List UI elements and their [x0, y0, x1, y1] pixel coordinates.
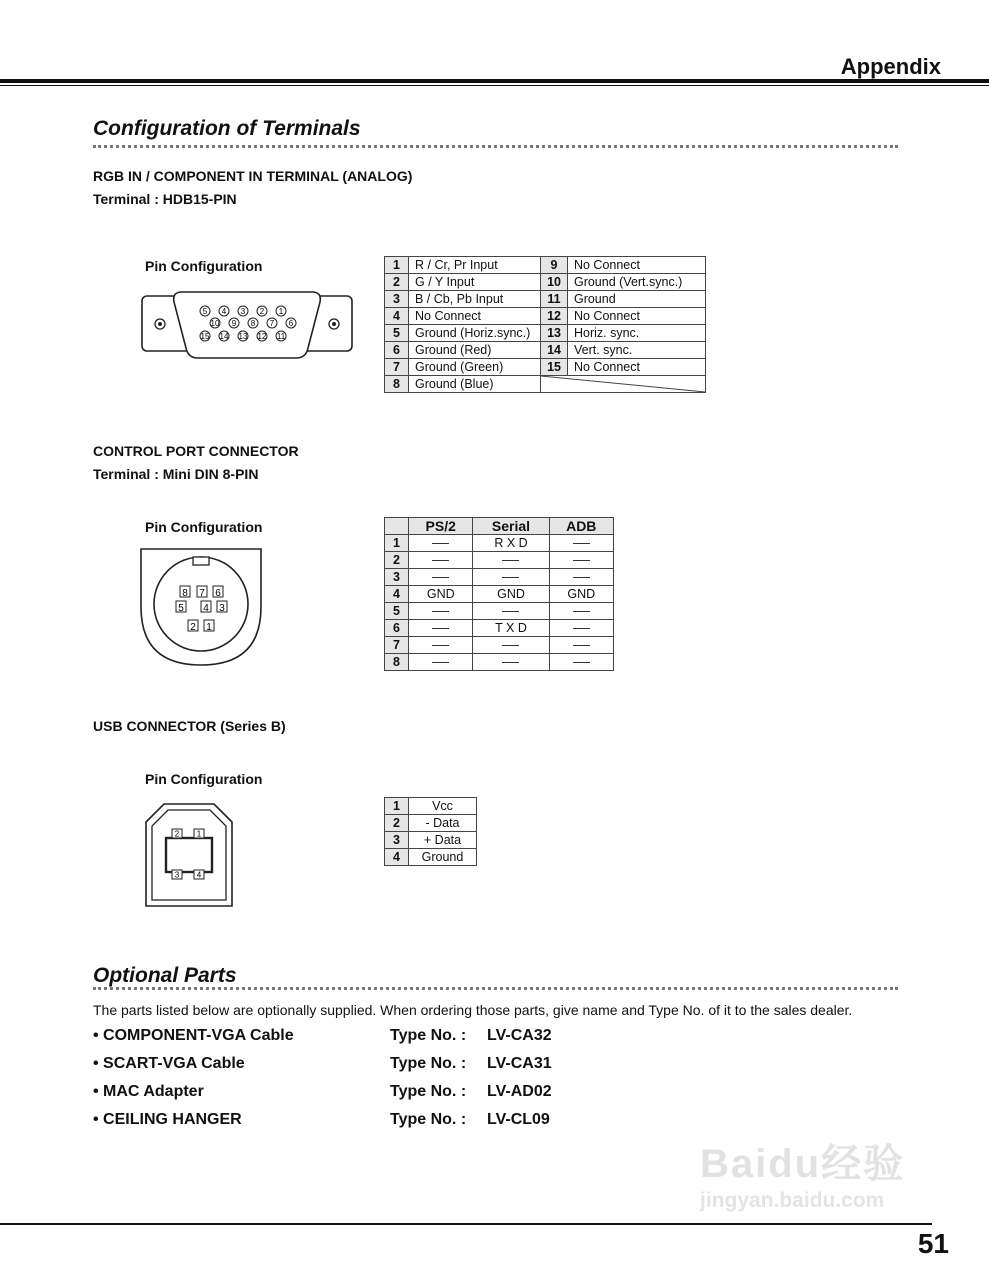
pin-serial-none [473, 603, 549, 620]
pin-signal: + Data [409, 832, 477, 849]
dash-mark [573, 577, 590, 578]
config-title-dotted-rule [93, 145, 898, 148]
pin-adb-none [549, 552, 613, 569]
pin-number: 1 [385, 257, 409, 274]
pin-label: 13 [238, 332, 248, 341]
pin-signal: No Connect [409, 308, 541, 325]
part-type-label: Type No. : [390, 1027, 467, 1044]
pin-number: 4 [385, 586, 409, 603]
pin-label: 9 [231, 319, 237, 328]
pin-label: 8 [182, 588, 188, 599]
pin-label: 10 [210, 319, 220, 328]
part-type-value: LV-AD02 [487, 1083, 552, 1100]
part-name: • CEILING HANGER [93, 1111, 242, 1128]
header-rule-thin [0, 85, 989, 86]
pin-ps2: GND [409, 586, 473, 603]
rgb-terminal: Terminal : HDB15-PIN [93, 191, 237, 207]
pin-number: 13 [541, 325, 568, 342]
pin-number: 3 [385, 291, 409, 308]
dash-mark [573, 645, 590, 646]
pin-label: 14 [219, 332, 229, 341]
pin-adb-none [549, 603, 613, 620]
rgb-heading: RGB IN / COMPONENT IN TERMINAL (ANALOG) [93, 168, 413, 184]
table-row [385, 849, 477, 866]
pin-number: 5 [385, 325, 409, 342]
pin-label: 1 [206, 622, 212, 633]
mini-din-connector-diagram [139, 547, 263, 667]
table-row [385, 552, 614, 569]
pin-number: 11 [541, 291, 568, 308]
pin-number: 9 [541, 257, 568, 274]
control-pin-config-label: Pin Configuration [145, 519, 263, 535]
control-pin-table [384, 517, 614, 671]
pin-number: 7 [385, 359, 409, 376]
table-row [385, 274, 706, 291]
pin-signal: Ground [567, 291, 705, 308]
part-type-label: Type No. : [390, 1083, 467, 1100]
pin-ps2-none [409, 620, 473, 637]
pin-ps2-none [409, 569, 473, 586]
pin-number: 10 [541, 274, 568, 291]
optional-title-dotted-rule [93, 987, 898, 990]
part-type-value: LV-CA31 [487, 1055, 552, 1072]
pin-label: 5 [202, 307, 208, 316]
footer-rule [0, 1223, 932, 1225]
pin-signal: Horiz. sync. [567, 325, 705, 342]
pin-serial: T X D [473, 620, 549, 637]
pin-signal: G / Y Input [409, 274, 541, 291]
table-row [385, 586, 614, 603]
pin-signal: Vcc [409, 798, 477, 815]
dash-mark [502, 662, 519, 663]
pin-signal: Ground (Horiz.sync.) [409, 325, 541, 342]
pin-adb-none [549, 569, 613, 586]
watermark-url: jingyan.baidu.com [700, 1189, 885, 1212]
pin-label: 11 [276, 332, 286, 341]
pin-adb-none [549, 620, 613, 637]
pin-serial-none [473, 637, 549, 654]
dash-mark [432, 543, 449, 544]
table-row [385, 654, 614, 671]
dash-mark [573, 611, 590, 612]
part-name: • SCART-VGA Cable [93, 1055, 245, 1072]
pin-label: 3 [174, 870, 180, 880]
pin-ps2-none [409, 552, 473, 569]
pin-number: 6 [385, 342, 409, 359]
dash-mark [502, 645, 519, 646]
dash-mark [502, 611, 519, 612]
pin-signal: Ground (Red) [409, 342, 541, 359]
pin-label: 4 [203, 603, 209, 614]
pin-signal: Ground (Green) [409, 359, 541, 376]
pin-ps2-none [409, 603, 473, 620]
pin-label: 1 [278, 307, 284, 316]
pin-number: 2 [385, 274, 409, 291]
pin-number: 3 [385, 832, 409, 849]
pin-label: 5 [178, 603, 184, 614]
pin-number: 7 [385, 637, 409, 654]
table-row [385, 376, 706, 393]
control-heading: CONTROL PORT CONNECTOR [93, 443, 299, 459]
pin-number: 2 [385, 552, 409, 569]
hdb15-connector-diagram [140, 286, 356, 366]
pin-number: 6 [385, 620, 409, 637]
pin-signal: Ground (Vert.sync.) [567, 274, 705, 291]
usb-b-connector-diagram [142, 800, 236, 910]
dash-mark [432, 628, 449, 629]
pin-adb-none [549, 637, 613, 654]
table-row [385, 325, 706, 342]
part-type-value: LV-CA32 [487, 1027, 552, 1044]
pin-label: 3 [240, 307, 246, 316]
page-number: 51 [917, 1228, 949, 1259]
pin-signal: - Data [409, 815, 477, 832]
dash-mark [573, 543, 590, 544]
pin-label: 2 [190, 622, 196, 633]
config-title: Configuration of Terminals [93, 117, 361, 140]
pin-number: 8 [385, 654, 409, 671]
pin-label: 12 [257, 332, 267, 341]
pin-label: 4 [221, 307, 227, 316]
table-row [385, 815, 477, 832]
pin-signal: Ground (Blue) [409, 376, 541, 393]
table-row [385, 603, 614, 620]
part-type-label: Type No. : [390, 1055, 467, 1072]
pin-serial-none [473, 552, 549, 569]
table-row [385, 569, 614, 586]
pin-ps2-none [409, 637, 473, 654]
control-header-ps2: PS/2 [409, 518, 473, 535]
pin-number: 1 [385, 535, 409, 552]
control-header-adb: ADB [549, 518, 613, 535]
usb-heading: USB CONNECTOR (Series B) [93, 718, 286, 734]
table-row [385, 359, 706, 376]
pin-serial-none [473, 654, 549, 671]
watermark-logo-text: Baidu经验 [700, 1142, 906, 1186]
optional-title: Optional Parts [93, 964, 237, 987]
pin-number: 3 [385, 569, 409, 586]
dash-mark [432, 560, 449, 561]
usb-pin-config-label: Pin Configuration [145, 771, 263, 787]
table-row [385, 798, 477, 815]
table-row [385, 832, 477, 849]
pin-ps2-none [409, 654, 473, 671]
pin-signal: B / Cb, Pb Input [409, 291, 541, 308]
pin-label: 7 [269, 319, 275, 328]
pin-label: 7 [199, 588, 205, 599]
pin-number: 5 [385, 603, 409, 620]
pin-number: 2 [385, 815, 409, 832]
part-type-label: Type No. : [390, 1111, 467, 1128]
pin-label: 3 [219, 603, 225, 614]
pin-ps2-none [409, 535, 473, 552]
pin-signal: No Connect [567, 257, 705, 274]
header-rule [0, 79, 989, 83]
pin-number: 14 [541, 342, 568, 359]
pin-number: 15 [541, 359, 568, 376]
table-row [385, 257, 706, 274]
pin-signal: Ground [409, 849, 477, 866]
pin-number: 4 [385, 308, 409, 325]
dash-mark [432, 611, 449, 612]
pin-signal: R / Cr, Pr Input [409, 257, 541, 274]
baidu-watermark [700, 1132, 940, 1242]
pin-signal: No Connect [567, 359, 705, 376]
pin-number: 4 [385, 849, 409, 866]
pin-label: 2 [259, 307, 265, 316]
table-row [385, 620, 614, 637]
pin-adb: GND [549, 586, 613, 603]
pin-label: 1 [196, 829, 202, 839]
pin-number: 8 [385, 376, 409, 393]
empty-cell [541, 376, 706, 393]
table-row [385, 535, 614, 552]
control-terminal: Terminal : Mini DIN 8-PIN [93, 466, 259, 482]
pin-number: 12 [541, 308, 568, 325]
dash-mark [502, 560, 519, 561]
rgb-pin-table [384, 256, 706, 393]
usb-pin-table [384, 797, 477, 866]
dash-mark [432, 662, 449, 663]
pin-serial: R X D [473, 535, 549, 552]
dash-mark [573, 662, 590, 663]
table-row [385, 291, 706, 308]
pin-label: 6 [288, 319, 294, 328]
part-name: • MAC Adapter [93, 1083, 204, 1100]
part-name: • COMPONENT-VGA Cable [93, 1027, 294, 1044]
optional-intro: The parts listed below are optionally supplied. When ordering those parts, give name and Type No. of it to the sales dealer. [93, 1002, 853, 1018]
part-type-value: LV-CL09 [487, 1111, 550, 1128]
pin-number: 1 [385, 798, 409, 815]
rgb-pin-config-label: Pin Configuration [145, 258, 263, 274]
dash-mark [573, 560, 590, 561]
table-row [385, 637, 614, 654]
pin-serial: GND [473, 586, 549, 603]
pin-label: 15 [200, 332, 210, 341]
dash-mark [432, 645, 449, 646]
control-header-serial: Serial [473, 518, 549, 535]
pin-label: 4 [196, 870, 202, 880]
dash-mark [573, 628, 590, 629]
section-header: Appendix [840, 54, 941, 79]
pin-adb-none [549, 535, 613, 552]
table-row [385, 342, 706, 359]
pin-signal: Vert. sync. [567, 342, 705, 359]
control-header-blank [385, 518, 409, 535]
pin-signal: No Connect [567, 308, 705, 325]
pin-label: 2 [174, 829, 180, 839]
pin-label: 6 [215, 588, 221, 599]
table-row [385, 308, 706, 325]
dash-mark [432, 577, 449, 578]
pin-label: 8 [250, 319, 256, 328]
pin-serial-none [473, 569, 549, 586]
dash-mark [502, 577, 519, 578]
pin-adb-none [549, 654, 613, 671]
